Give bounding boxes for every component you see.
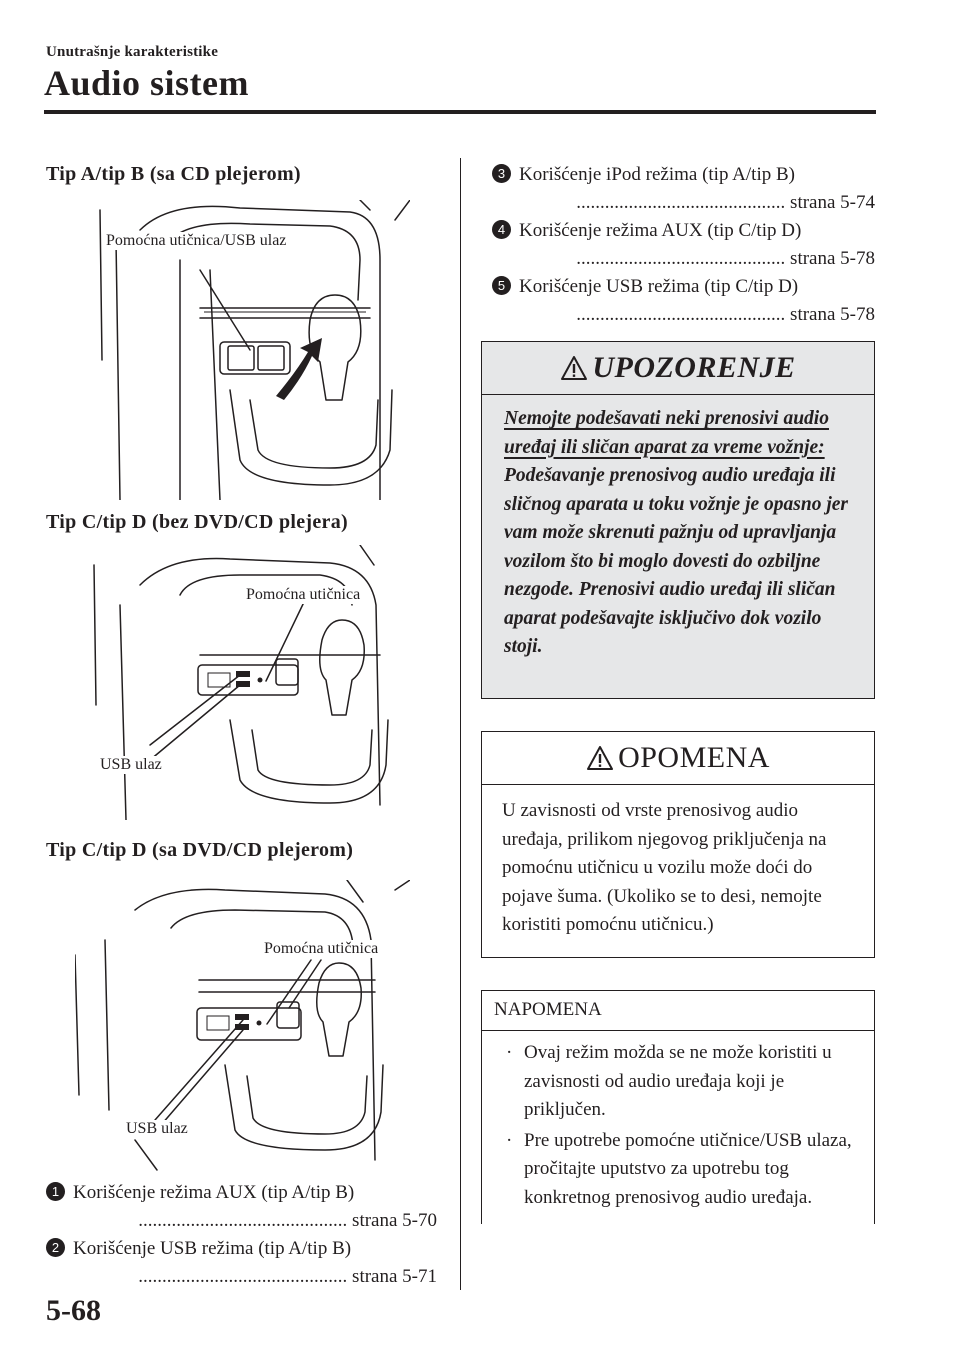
bullet-icon: · (506, 1042, 513, 1063)
note-list (482, 1031, 874, 1212)
figure-heading-type-cd-no-dvd: Tip C/tip D (bez DVD/CD plejera) (46, 511, 348, 533)
reference-text: Korišćenje iPod režima (tip A/tip B) (519, 164, 795, 185)
note-item (504, 1039, 864, 1125)
callout-usb: USB ulaz (100, 756, 162, 773)
callout-usb: USB ulaz (126, 1120, 188, 1137)
note-item-text: Ovaj režim možda se ne može koristiti u zavisnosti od audio uređaja koji je priključen. (524, 1042, 832, 1120)
caution-header (482, 732, 874, 785)
section-label: Unutrašnje karakteristike (46, 44, 219, 60)
note-title: NAPOMENA (482, 991, 874, 1031)
callout-aux: Pomoćna utičnica (246, 586, 361, 603)
reference-text: Korišćenje režima AUX (tip C/tip D) (519, 220, 802, 241)
callout-aux: Pomoćna utičnica (264, 940, 379, 957)
reference-number: 1 (46, 1182, 65, 1201)
warning-title: UPOZORENJE (592, 351, 796, 384)
page-number: 5-68 (46, 1294, 101, 1327)
page-title: Audio sistem (44, 63, 250, 103)
caution-box (481, 731, 875, 958)
callout-aux-usb: Pomoćna utičnica/USB ulaz (106, 232, 287, 249)
reference-page: ............................................ strana 5-71 (138, 1266, 437, 1287)
note-item (504, 1127, 864, 1213)
reference-item (492, 217, 801, 245)
reference-page: ............................................ strana 5-78 (576, 304, 875, 325)
figure-heading-type-cd-dvd: Tip C/tip D (sa DVD/CD plejerom) (46, 839, 354, 861)
note-box (481, 990, 875, 1224)
reference-item (492, 161, 795, 189)
reference-number: 2 (46, 1238, 65, 1257)
caution-text: U zavisnosti od vrste prenosivog audio uređaja, prilikom njegovog priključenja na pomoćnu utičnicu u vozilu može doći do pojave šuma. (Ukoliko se to desi, nemojte koristiti pomoćnu utičnicu.) (502, 800, 827, 935)
reference-item (46, 1235, 351, 1263)
reference-text: Korišćenje USB režima (tip A/tip B) (73, 1238, 352, 1259)
reference-text: Korišćenje režima AUX (tip A/tip B) (73, 1182, 355, 1203)
warning-text (482, 395, 874, 662)
warning-lead: Nemojte podešavati neki prenosivi audio uređaj ili sličan aparat za vreme vožnje: (504, 408, 829, 458)
bullet-icon: · (506, 1129, 513, 1151)
warning-triangle-icon (586, 745, 614, 771)
reference-page: ............................................ strana 5-78 (576, 248, 875, 269)
title-rule (44, 110, 876, 114)
reference-item (492, 273, 798, 301)
reference-page: ............................................ strana 5-70 (138, 1210, 437, 1231)
reference-number: 5 (492, 276, 511, 295)
figure-heading-type-ab: Tip A/tip B (sa CD plejerom) (46, 163, 301, 185)
warning-body: Podešavanje prenosivog audio uređaja ili sličnog aparata u toku vožnje je opasno jer vam može skrenuti pažnju od upravljanja vozilom što bi moglo dovesti do ozbiljne nezgode. Prenosivi audio uređaj ili sličan aparat podešavajte isključivo dok vozilo stoji. (504, 465, 848, 657)
caution-title: OPOMENA (618, 741, 770, 774)
reference-text: Korišćenje USB režima (tip C/tip D) (519, 276, 799, 297)
warning-triangle-icon (560, 355, 588, 381)
reference-number: 3 (492, 164, 511, 183)
warning-box (481, 341, 875, 699)
reference-item (46, 1179, 354, 1207)
reference-number: 4 (492, 220, 511, 239)
note-item-text: Pre upotrebe pomoćne utičnice/USB ulaza, pročitajte uputstvo za upotrebu tog konkretnog prenosivog audio uređaja. (524, 1129, 852, 1208)
column-divider (460, 158, 461, 1290)
warning-header (482, 342, 874, 395)
reference-page: ............................................ strana 5-74 (576, 192, 875, 213)
